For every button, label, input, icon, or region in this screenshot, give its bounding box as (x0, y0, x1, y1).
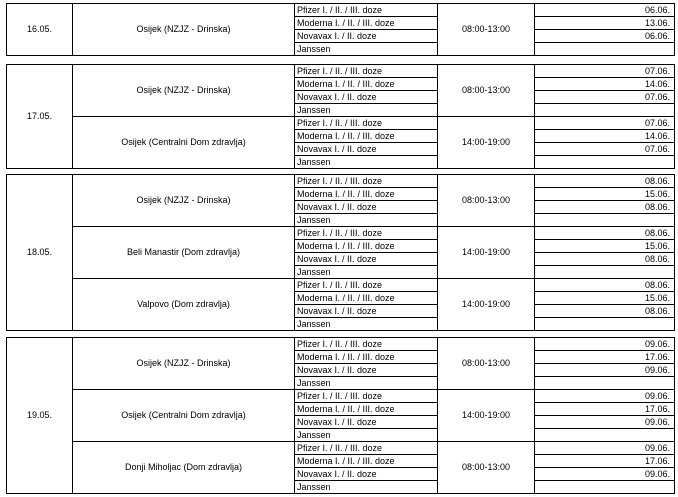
location-cell: Osijek (NZJZ - Drinska) (73, 338, 295, 390)
date-cell: 19.05. (7, 338, 73, 494)
vaccine-cell: Novavax I. / II. doze (295, 253, 438, 266)
time-cell: 14:00-19:00 (438, 279, 535, 331)
date-cell: 18.05. (7, 175, 73, 331)
second-dose-date-cell: 08.06. (535, 201, 675, 214)
vaccine-cell: Janssen (295, 377, 438, 390)
location-cell: Beli Manastir (Dom zdravlja) (73, 227, 295, 279)
second-dose-date-cell (535, 266, 675, 279)
time-cell: 08:00-13:00 (438, 65, 535, 117)
second-dose-date-cell: 17.06. (535, 455, 675, 468)
second-dose-date-cell: 08.06. (535, 279, 675, 292)
vaccine-cell: Janssen (295, 104, 438, 117)
table-row (7, 4, 675, 17)
day-block (6, 64, 674, 169)
vaccine-cell: Moderna I. / II. / III. doze (295, 130, 438, 143)
vaccine-cell: Moderna I. / II. / III. doze (295, 455, 438, 468)
schedule-table (6, 174, 675, 331)
schedule-table (6, 64, 675, 169)
second-dose-date-cell (535, 481, 675, 494)
date-cell: 17.05. (7, 65, 73, 169)
second-dose-date-cell: 09.06. (535, 364, 675, 377)
second-dose-date-cell: 14.06. (535, 78, 675, 91)
vaccine-cell: Janssen (295, 481, 438, 494)
time-cell: 08:00-13:00 (438, 175, 535, 227)
table-row (7, 175, 675, 188)
vaccine-cell: Janssen (295, 318, 438, 331)
location-cell: Osijek (NZJZ - Drinska) (73, 65, 295, 117)
second-dose-date-cell: 17.06. (535, 403, 675, 416)
day-block (6, 3, 674, 56)
second-dose-date-cell (535, 43, 675, 56)
vaccine-cell: Moderna I. / II. / III. doze (295, 403, 438, 416)
vaccine-cell: Novavax I. / II. doze (295, 416, 438, 429)
second-dose-date-cell: 13.06. (535, 17, 675, 30)
table-row (7, 390, 675, 403)
vaccine-cell: Novavax I. / II. doze (295, 468, 438, 481)
second-dose-date-cell: 09.06. (535, 442, 675, 455)
second-dose-date-cell: 15.06. (535, 292, 675, 305)
second-dose-date-cell: 09.06. (535, 416, 675, 429)
location-cell: Osijek (NZJZ - Drinska) (73, 175, 295, 227)
vaccine-cell: Pfizer I. / II. / III. doze (295, 338, 438, 351)
second-dose-date-cell: 14.06. (535, 130, 675, 143)
table-row (7, 117, 675, 130)
second-dose-date-cell: 08.06. (535, 305, 675, 318)
vaccine-cell: Janssen (295, 43, 438, 56)
vaccine-cell: Novavax I. / II. doze (295, 305, 438, 318)
second-dose-date-cell (535, 104, 675, 117)
table-row (7, 65, 675, 78)
vaccine-cell: Pfizer I. / II. / III. doze (295, 117, 438, 130)
vaccine-cell: Janssen (295, 214, 438, 227)
location-cell: Osijek (NZJZ - Drinska) (73, 4, 295, 56)
location-cell: Osijek (Centralni Dom zdravlja) (73, 117, 295, 169)
schedule-table (6, 337, 675, 494)
vaccine-cell: Novavax I. / II. doze (295, 201, 438, 214)
vaccine-cell: Novavax I. / II. doze (295, 91, 438, 104)
vaccine-cell: Pfizer I. / II. / III. doze (295, 227, 438, 240)
second-dose-date-cell (535, 318, 675, 331)
vaccine-cell: Moderna I. / II. / III. doze (295, 351, 438, 364)
location-cell: Osijek (Centralni Dom zdravlja) (73, 390, 295, 442)
second-dose-date-cell: 07.06. (535, 65, 675, 78)
time-cell: 14:00-19:00 (438, 227, 535, 279)
second-dose-date-cell: 09.06. (535, 338, 675, 351)
vaccine-cell: Novavax I. / II. doze (295, 364, 438, 377)
second-dose-date-cell: 06.06. (535, 30, 675, 43)
time-cell: 08:00-13:00 (438, 4, 535, 56)
second-dose-date-cell: 08.06. (535, 253, 675, 266)
second-dose-date-cell: 08.06. (535, 227, 675, 240)
schedule-table (6, 3, 675, 56)
table-row (7, 227, 675, 240)
vaccine-cell: Moderna I. / II. / III. doze (295, 17, 438, 30)
second-dose-date-cell: 09.06. (535, 390, 675, 403)
second-dose-date-cell: 15.06. (535, 188, 675, 201)
location-cell: Valpovo (Dom zdravlja) (73, 279, 295, 331)
day-block (6, 337, 674, 494)
second-dose-date-cell (535, 214, 675, 227)
time-cell: 08:00-13:00 (438, 338, 535, 390)
vaccine-cell: Moderna I. / II. / III. doze (295, 292, 438, 305)
second-dose-date-cell: 07.06. (535, 91, 675, 104)
time-cell: 14:00-19:00 (438, 117, 535, 169)
second-dose-date-cell: 09.06. (535, 468, 675, 481)
vaccine-cell: Janssen (295, 156, 438, 169)
time-cell: 14:00-19:00 (438, 390, 535, 442)
vaccine-cell: Pfizer I. / II. / III. doze (295, 442, 438, 455)
vaccine-cell: Moderna I. / II. / III. doze (295, 78, 438, 91)
vaccine-cell: Pfizer I. / II. / III. doze (295, 279, 438, 292)
vaccine-cell: Pfizer I. / II. / III. doze (295, 65, 438, 78)
date-cell: 16.05. (7, 4, 73, 56)
vaccine-cell: Janssen (295, 429, 438, 442)
vaccine-cell: Pfizer I. / II. / III. doze (295, 390, 438, 403)
second-dose-date-cell: 17.06. (535, 351, 675, 364)
second-dose-date-cell (535, 429, 675, 442)
vaccine-cell: Novavax I. / II. doze (295, 143, 438, 156)
time-cell: 08:00-13:00 (438, 442, 535, 494)
vaccine-cell: Pfizer I. / II. / III. doze (295, 4, 438, 17)
vaccine-cell: Moderna I. / II. / III. doze (295, 240, 438, 253)
second-dose-date-cell: 07.06. (535, 117, 675, 130)
second-dose-date-cell: 06.06. (535, 4, 675, 17)
vaccine-cell: Moderna I. / II. / III. doze (295, 188, 438, 201)
table-row (7, 338, 675, 351)
day-block (6, 174, 674, 331)
second-dose-date-cell: 07.06. (535, 143, 675, 156)
vaccine-cell: Novavax I. / II. doze (295, 30, 438, 43)
second-dose-date-cell: 08.06. (535, 175, 675, 188)
second-dose-date-cell: 15.06. (535, 240, 675, 253)
vaccine-cell: Pfizer I. / II. / III. doze (295, 175, 438, 188)
table-row (7, 442, 675, 455)
second-dose-date-cell (535, 156, 675, 169)
location-cell: Donji Miholjac (Dom zdravlja) (73, 442, 295, 494)
second-dose-date-cell (535, 377, 675, 390)
table-row (7, 279, 675, 292)
vaccine-cell: Janssen (295, 266, 438, 279)
